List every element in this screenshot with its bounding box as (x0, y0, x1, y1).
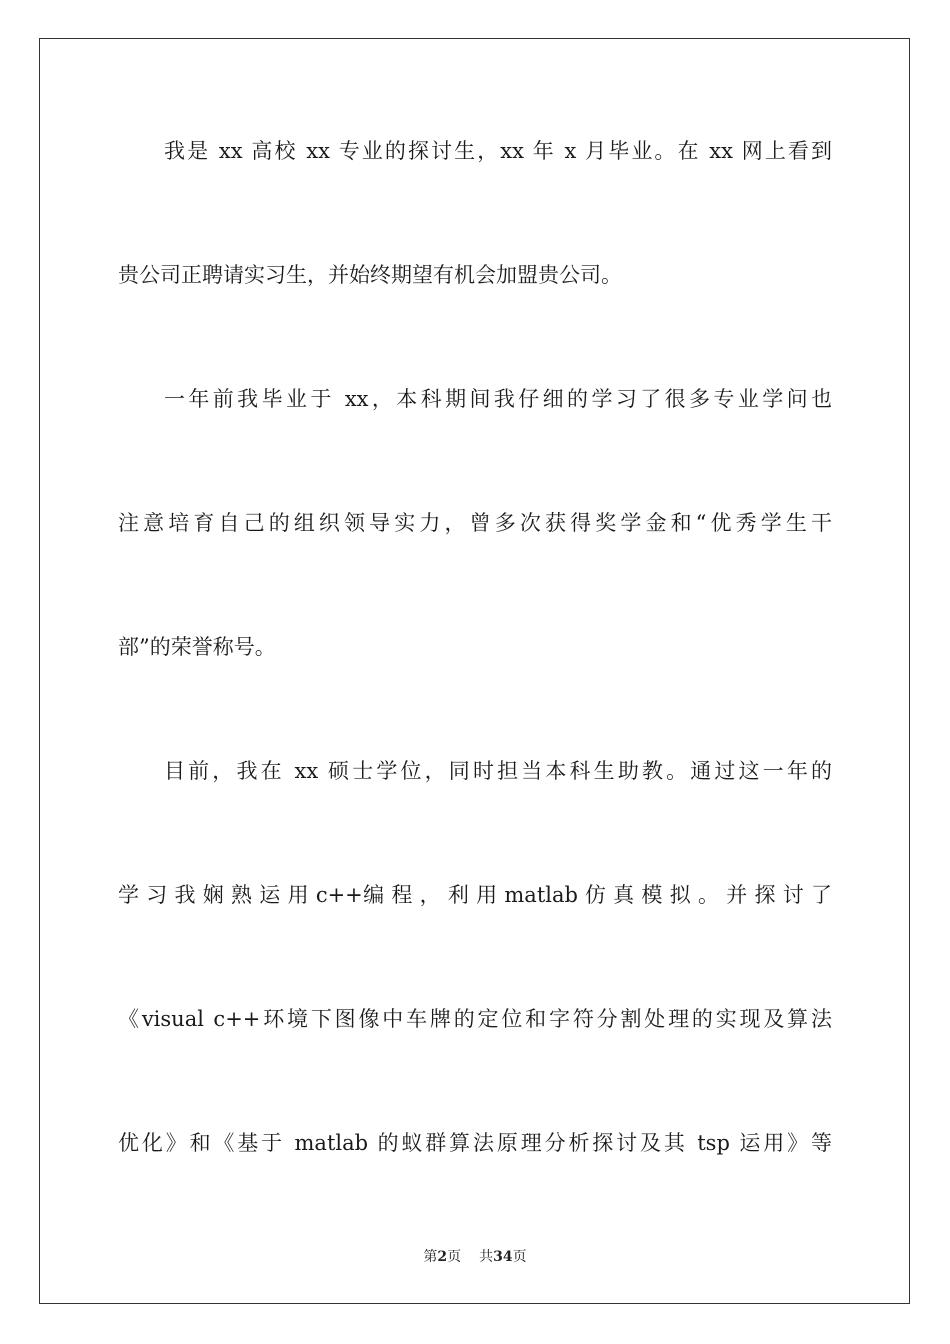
paragraph-2-line-3: 部”的荣誉称号。 (118, 635, 276, 659)
total-prefix: 共 (479, 1249, 494, 1265)
page-suffix: 页 (447, 1249, 462, 1265)
paragraph-3-line-2: 学 习 我 娴 熟 运 用 c++编 程 ， 利 用 matlab 仿 真 模 拟 。 并 探 讨 了 (118, 883, 832, 907)
paragraph-3-line-1: 目前，我在 xx 硕士学位，同时担当本科生助教。通过这一年的 (164, 759, 832, 783)
page-prefix: 第 (423, 1249, 438, 1265)
total-pages: 34 (493, 1249, 513, 1265)
paragraph-3-line-3: 《visual c++环境下图像中车牌的定位和字符分割处理的实现及算法 (118, 1007, 832, 1031)
page-number: 2 (437, 1249, 448, 1265)
total-suffix: 页 (512, 1249, 527, 1265)
page-footer (0, 1247, 950, 1267)
paragraph-2-line-1: 一年前我毕业于 xx，本科期间我仔细的学习了很多专业学问也 (164, 387, 832, 411)
page-border (39, 38, 910, 1304)
paragraph-3-line-4: 优化》和《基于 matlab 的蚁群算法原理分析探讨及其 tsp 运用》等 (118, 1131, 832, 1155)
paragraph-2-line-2: 注意培育自己的组织领导实力，曾多次获得奖学金和“优秀学生干 (118, 511, 832, 535)
paragraph-1-line-1: 我是 xx 高校 xx 专业的探讨生，xx 年 x 月毕业。在 xx 网上看到 (164, 139, 832, 163)
paragraph-1-line-2: 贵公司正聘请实习生，并始终期望有机会加盟贵公司。 (118, 263, 622, 287)
